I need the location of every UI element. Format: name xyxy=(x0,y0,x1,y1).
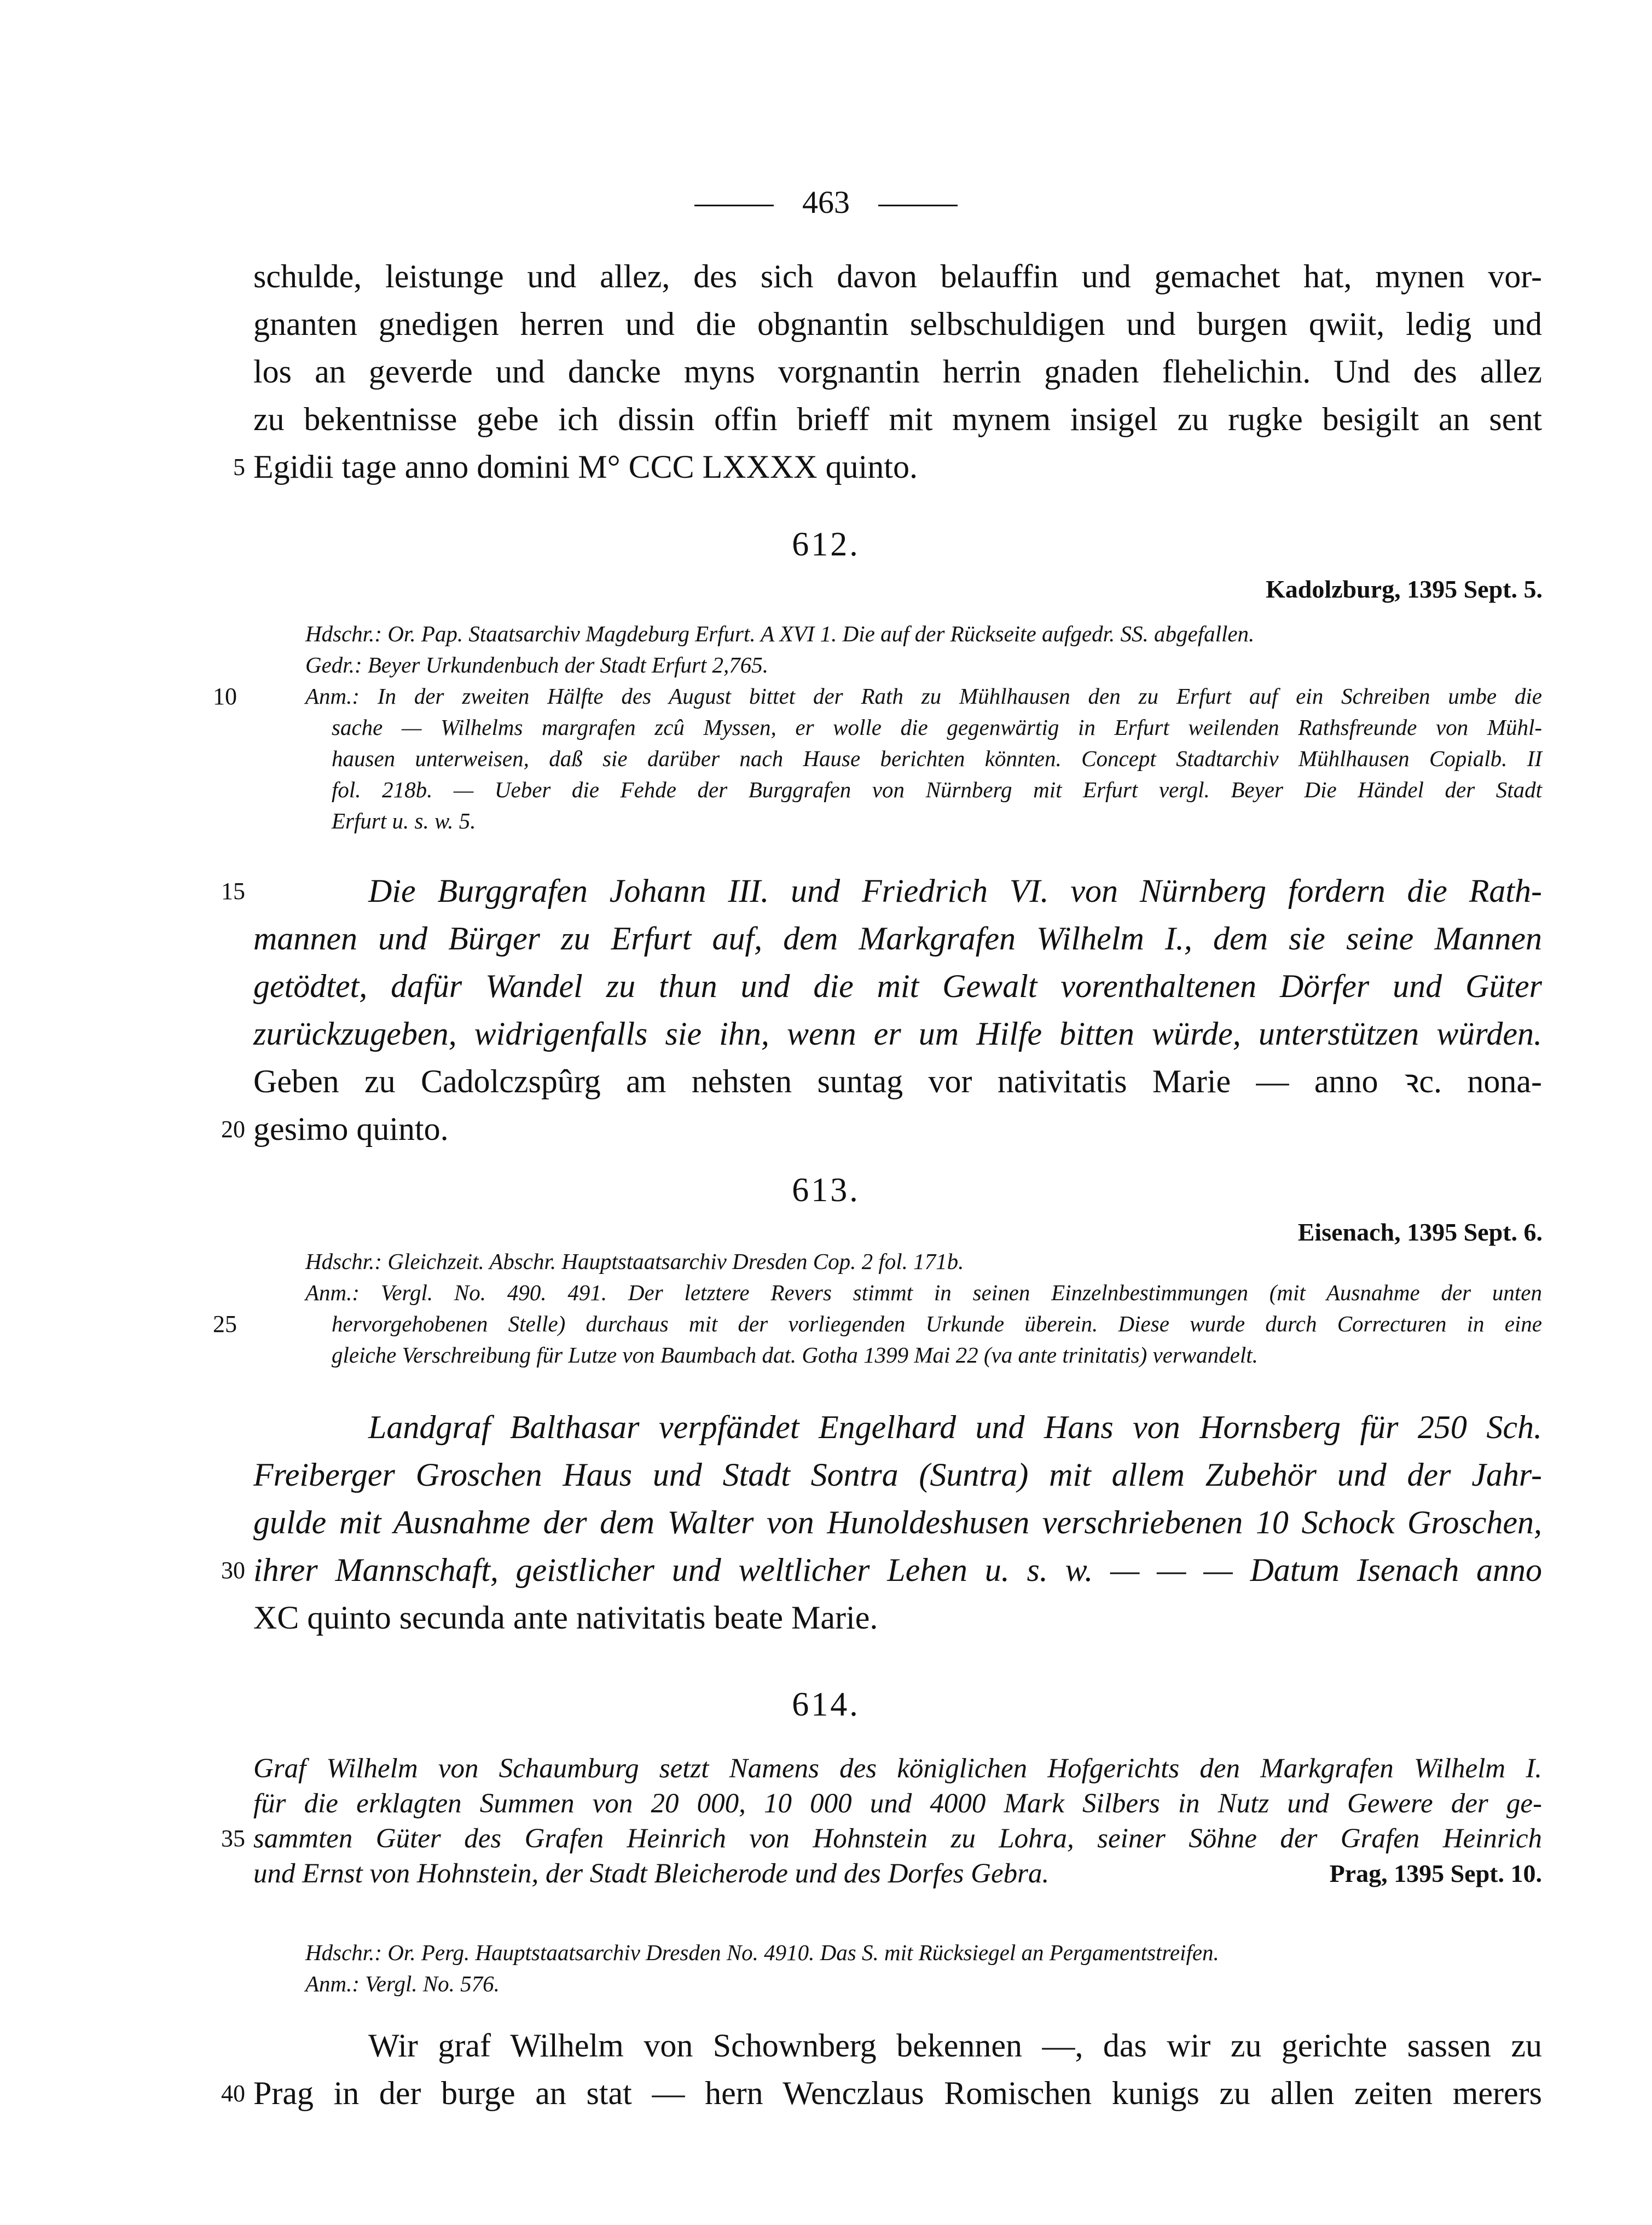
text-line: gnanten gnedigen herren und die obgnantin selbschuldigen und burgen qwiit, ledig und xyxy=(253,306,1542,342)
note-line: hausen unterweisen, daß sie darüber nach Hause berichten könnten. Concept Stadtarchiv Mühlhausen Copialb. II xyxy=(332,746,1542,771)
text-line: los an geverde und dancke myns vorgnantin herrin gnaden flehelichin. Und des allez xyxy=(253,354,1542,390)
notes-612 xyxy=(213,618,1542,837)
note-line: Hdschr.: Or. Perg. Hauptstaatsarchiv Dresden No. 4910. Das S. mit Rücksiegel an Pergamentstreifen. xyxy=(305,1940,1219,1965)
text-line: 5 Egidii tage anno domini M° CCC LXXXX quinto. xyxy=(253,443,1542,491)
regest-line: Freiberger Groschen Haus und Stadt Sontra (Suntra) mit allem Zubehör und der Jahr- xyxy=(253,1457,1542,1493)
document-number-613: 613. xyxy=(792,1172,860,1209)
note-line: sache — Wilhelms margrafen zcû Myssen, er wolle die gegenwärtig in Erfurt weilenden Rathsfreunde von Mühl- xyxy=(332,715,1542,740)
regest-line: Graf Wilhelm von Schaumburg setzt Namens des königlichen Hofgerichts den Markgrafen Wilhelm I. xyxy=(253,1753,1542,1784)
regest-line: Prag, 1395 Sept. 10. und Ernst von Hohnstein, der Stadt Bleicherode und des Dorfes Gebra. xyxy=(253,1856,1542,1891)
regest-line: Landgraf Balthasar verpfändet Engelhard und Hans von Hornsberg für 250 Sch. xyxy=(368,1409,1542,1445)
place-date-614: Prag, 1395 Sept. 10. xyxy=(1329,1859,1542,1887)
regest-line: 15 Die Burggrafen Johann III. und Friedrich VI. von Nürnberg fordern die Rath- xyxy=(221,873,1542,909)
note-line: Hdschr.: Or. Pap. Staatsarchiv Magdeburg Erfurt. A XVI 1. Die auf der Rückseite aufgedr. SS. abgefallen. xyxy=(305,621,1255,646)
regest-line: zurückzugeben, widrigenfalls sie ihn, wenn er um Hilfe bitten würde, unterstützen würden. xyxy=(253,1016,1542,1052)
place-date-613: Eisenach, 1395 Sept. 6. xyxy=(1297,1218,1543,1246)
page-header xyxy=(0,181,1652,224)
line-number: 5 xyxy=(233,454,245,480)
regest-612 xyxy=(221,867,1542,1058)
text-line: schulde, leistunge und allez, des sich davon belauffin und gemachet hat, mynen vor- xyxy=(253,258,1542,294)
regest-line: XC quinto secunda ante nativitatis beate Marie. xyxy=(253,1600,878,1636)
regest-line: 35 sammten Güter des Grafen Heinrich von Hohnstein zu Lohra, seiner Söhne der Grafen Heinrich xyxy=(221,1823,1542,1854)
header-rule-left xyxy=(694,205,774,206)
text-line: zu bekentnisse gebe ich dissin offin brieff mit mynem insigel zu rugke besigilt an sent xyxy=(253,401,1542,437)
text-line: Geben zu Cadolczspûrg am nehsten suntag vor nativitatis Marie — anno ꝛc. nona- xyxy=(253,1063,1542,1099)
intro-text-block xyxy=(233,253,1542,491)
note-line: gleiche Verschreibung für Lutze von Baumbach dat. Gotha 1399 Mai 22 (va ante trinitatis) verwandelt. xyxy=(332,1342,1258,1368)
notes-614 xyxy=(305,1937,1542,2000)
text-614 xyxy=(221,2022,1542,2117)
note-line: 25 hervorgehobenen Stelle) durchaus mit der vorliegenden Urkunde überein. Diese wurde durch Correcturen in eine xyxy=(213,1311,1542,1337)
regest-line: 30 ihrer Mannschaft, geistlicher und weltlicher Lehen u. s. w. — — — Datum Isenach anno xyxy=(221,1552,1542,1588)
page-number: 463 xyxy=(802,184,850,220)
place-date-612: Kadolzburg, 1395 Sept. 5. xyxy=(1265,575,1543,603)
regest-line: getödtet, dafür Wandel zu thun und die mit Gewalt vorenthaltenen Dörfer und Güter xyxy=(253,968,1542,1004)
note-line: Erfurt u. s. w. 5. xyxy=(332,808,476,833)
text-612 xyxy=(221,1058,1542,1153)
header-rule-right xyxy=(878,205,958,206)
note-line: fol. 218b. — Ueber die Fehde der Burggrafen von Nürnberg mit Erfurt vergl. Beyer Die Händel der Stadt xyxy=(332,777,1542,802)
document-number-614: 614. xyxy=(792,1686,860,1723)
regest-line: gulde mit Ausnahme der dem Walter von Hunoldeshusen verschriebenen 10 Schock Groschen, xyxy=(253,1504,1542,1540)
note-line: Gedr.: Beyer Urkundenbuch der Stadt Erfurt 2,765. xyxy=(305,652,769,677)
text-line: Wir graf Wilhelm von Schownberg bekennen —, das wir zu gerichte sassen zu xyxy=(368,2027,1542,2064)
regest-line: mannen und Bürger zu Erfurt auf, dem Markgrafen Wilhelm I., dem sie seine Mannen xyxy=(253,920,1542,957)
note-line: Anm.: Vergl. No. 576. xyxy=(305,1971,500,1996)
note-line: Hdschr.: Gleichzeit. Abschr. Hauptstaatsarchiv Dresden Cop. 2 fol. 171b. xyxy=(305,1249,964,1274)
regest-line: für die erklagten Summen von 20 000, 10 000 und 4000 Mark Silbers in Nutz und Gewere der ge- xyxy=(253,1788,1542,1819)
document-number-612: 612. xyxy=(792,526,860,563)
text-line: 40 Prag in der burge an stat — hern Wenczlaus Romischen kunigs zu allen zeiten merers xyxy=(221,2075,1542,2111)
notes-613 xyxy=(213,1246,1542,1371)
text-line: 20 gesimo quinto. xyxy=(221,1111,449,1147)
regest-614 xyxy=(221,1751,1542,1891)
note-line: Anm.: Vergl. No. 490. 491. Der letztere Revers stimmt in seinen Einzelnbestimmungen (mit Ausnahme der unten xyxy=(305,1280,1542,1305)
note-line: 10 Anm.: In der zweiten Hälfte des August bittet der Rath zu Mühlhausen den zu Erfurt auf ein Schreiben umbe die xyxy=(213,683,1542,710)
regest-613 xyxy=(221,1404,1542,1642)
